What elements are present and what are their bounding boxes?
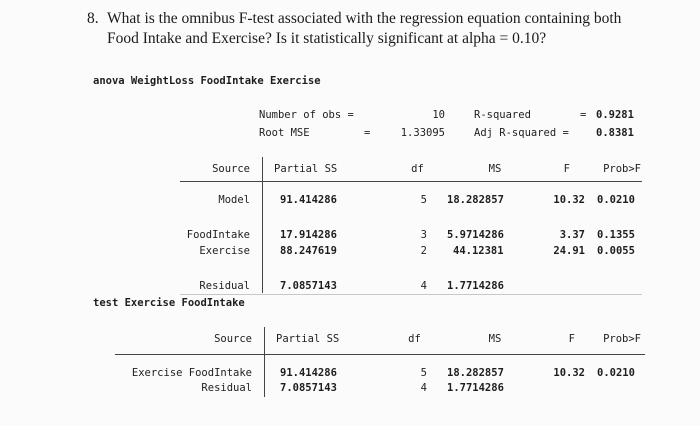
- table-bottom-rule: [180, 294, 642, 295]
- rmse-eq: =: [364, 127, 371, 139]
- exercise-source: Exercise: [199, 245, 250, 257]
- nobs-value: 10: [432, 109, 445, 121]
- exercise-ss: 88.247619: [280, 245, 337, 257]
- test-residual-ms: 1.7714286: [447, 382, 504, 394]
- rmse-label: Root MSE: [259, 127, 310, 139]
- header-rule: [180, 181, 642, 182]
- r2-label: R-squared: [474, 109, 531, 121]
- adjr2-label: Adj R-squared =: [474, 127, 569, 139]
- test-header-partial-ss: Partial SS: [276, 333, 340, 345]
- test-header-prob: Prob>F: [603, 333, 641, 345]
- test-joint-f: 10.32: [553, 367, 585, 379]
- test-residual-ss: 7.0857143: [280, 382, 337, 394]
- residual-source: Residual: [199, 280, 250, 292]
- adjr2-value: 0.8381: [596, 127, 634, 139]
- column-divider: [262, 157, 263, 293]
- header-prob: Prob>F: [603, 163, 641, 175]
- test-command: test Exercise FoodIntake: [93, 297, 245, 309]
- test-residual-df: 4: [420, 382, 427, 394]
- question-line-2: Food Intake and Exercise? Is it statistically significant at alpha = 0.10?: [107, 30, 547, 47]
- food-ss: 17.914286: [280, 229, 337, 241]
- model-f: 10.32: [553, 194, 585, 206]
- rmse-value: 1.33095: [400, 127, 445, 139]
- test-joint-p: 0.0210: [597, 367, 635, 379]
- food-source: FoodIntake: [186, 229, 250, 241]
- test-header-ms: MS: [488, 333, 502, 345]
- model-df: 5: [420, 194, 427, 206]
- model-ms: 18.282857: [447, 194, 504, 206]
- anova-command: anova WeightLoss FoodIntake Exercise: [93, 75, 321, 87]
- exercise-p: 0.0055: [597, 245, 635, 257]
- header-df: df: [411, 163, 424, 175]
- residual-ss: 7.0857143: [280, 280, 337, 292]
- test-joint-source: Exercise FoodIntake: [131, 367, 252, 379]
- header-source: Source: [212, 163, 250, 175]
- exercise-ms: 44.12381: [453, 245, 504, 257]
- test-column-divider: [264, 327, 265, 397]
- header-partial-ss: Partial SS: [274, 163, 338, 175]
- test-joint-df: 5: [420, 367, 427, 379]
- r2-eq: =: [580, 109, 587, 121]
- residual-ms: 1.7714286: [447, 280, 504, 292]
- question-line-1: What is the omnibus F-test associated with the regression equation containing both: [107, 10, 622, 27]
- food-df: 3: [420, 229, 427, 241]
- question-number: 8.: [87, 10, 99, 27]
- residual-df: 4: [420, 280, 427, 292]
- exercise-f: 24.91: [553, 245, 585, 257]
- test-header-f: F: [568, 333, 575, 345]
- model-ss: 91.414286: [280, 194, 337, 206]
- test-residual-source: Residual: [201, 382, 252, 394]
- test-joint-ms: 18.282857: [447, 367, 504, 379]
- test-header-df: df: [408, 333, 421, 345]
- nobs-label: Number of obs =: [259, 109, 354, 121]
- r2-value: 0.9281: [596, 109, 634, 121]
- food-f: 3.37: [559, 229, 585, 241]
- header-ms: MS: [488, 163, 502, 175]
- header-f: F: [563, 163, 570, 175]
- food-p: 0.1355: [597, 229, 635, 241]
- test-header-rule: [115, 354, 645, 355]
- model-p: 0.0210: [597, 194, 635, 206]
- model-source: Model: [218, 194, 250, 206]
- test-joint-ss: 91.414286: [280, 367, 337, 379]
- test-header-source: Source: [214, 333, 252, 345]
- food-ms: 5.9714286: [447, 229, 504, 241]
- exercise-df: 2: [420, 245, 427, 257]
